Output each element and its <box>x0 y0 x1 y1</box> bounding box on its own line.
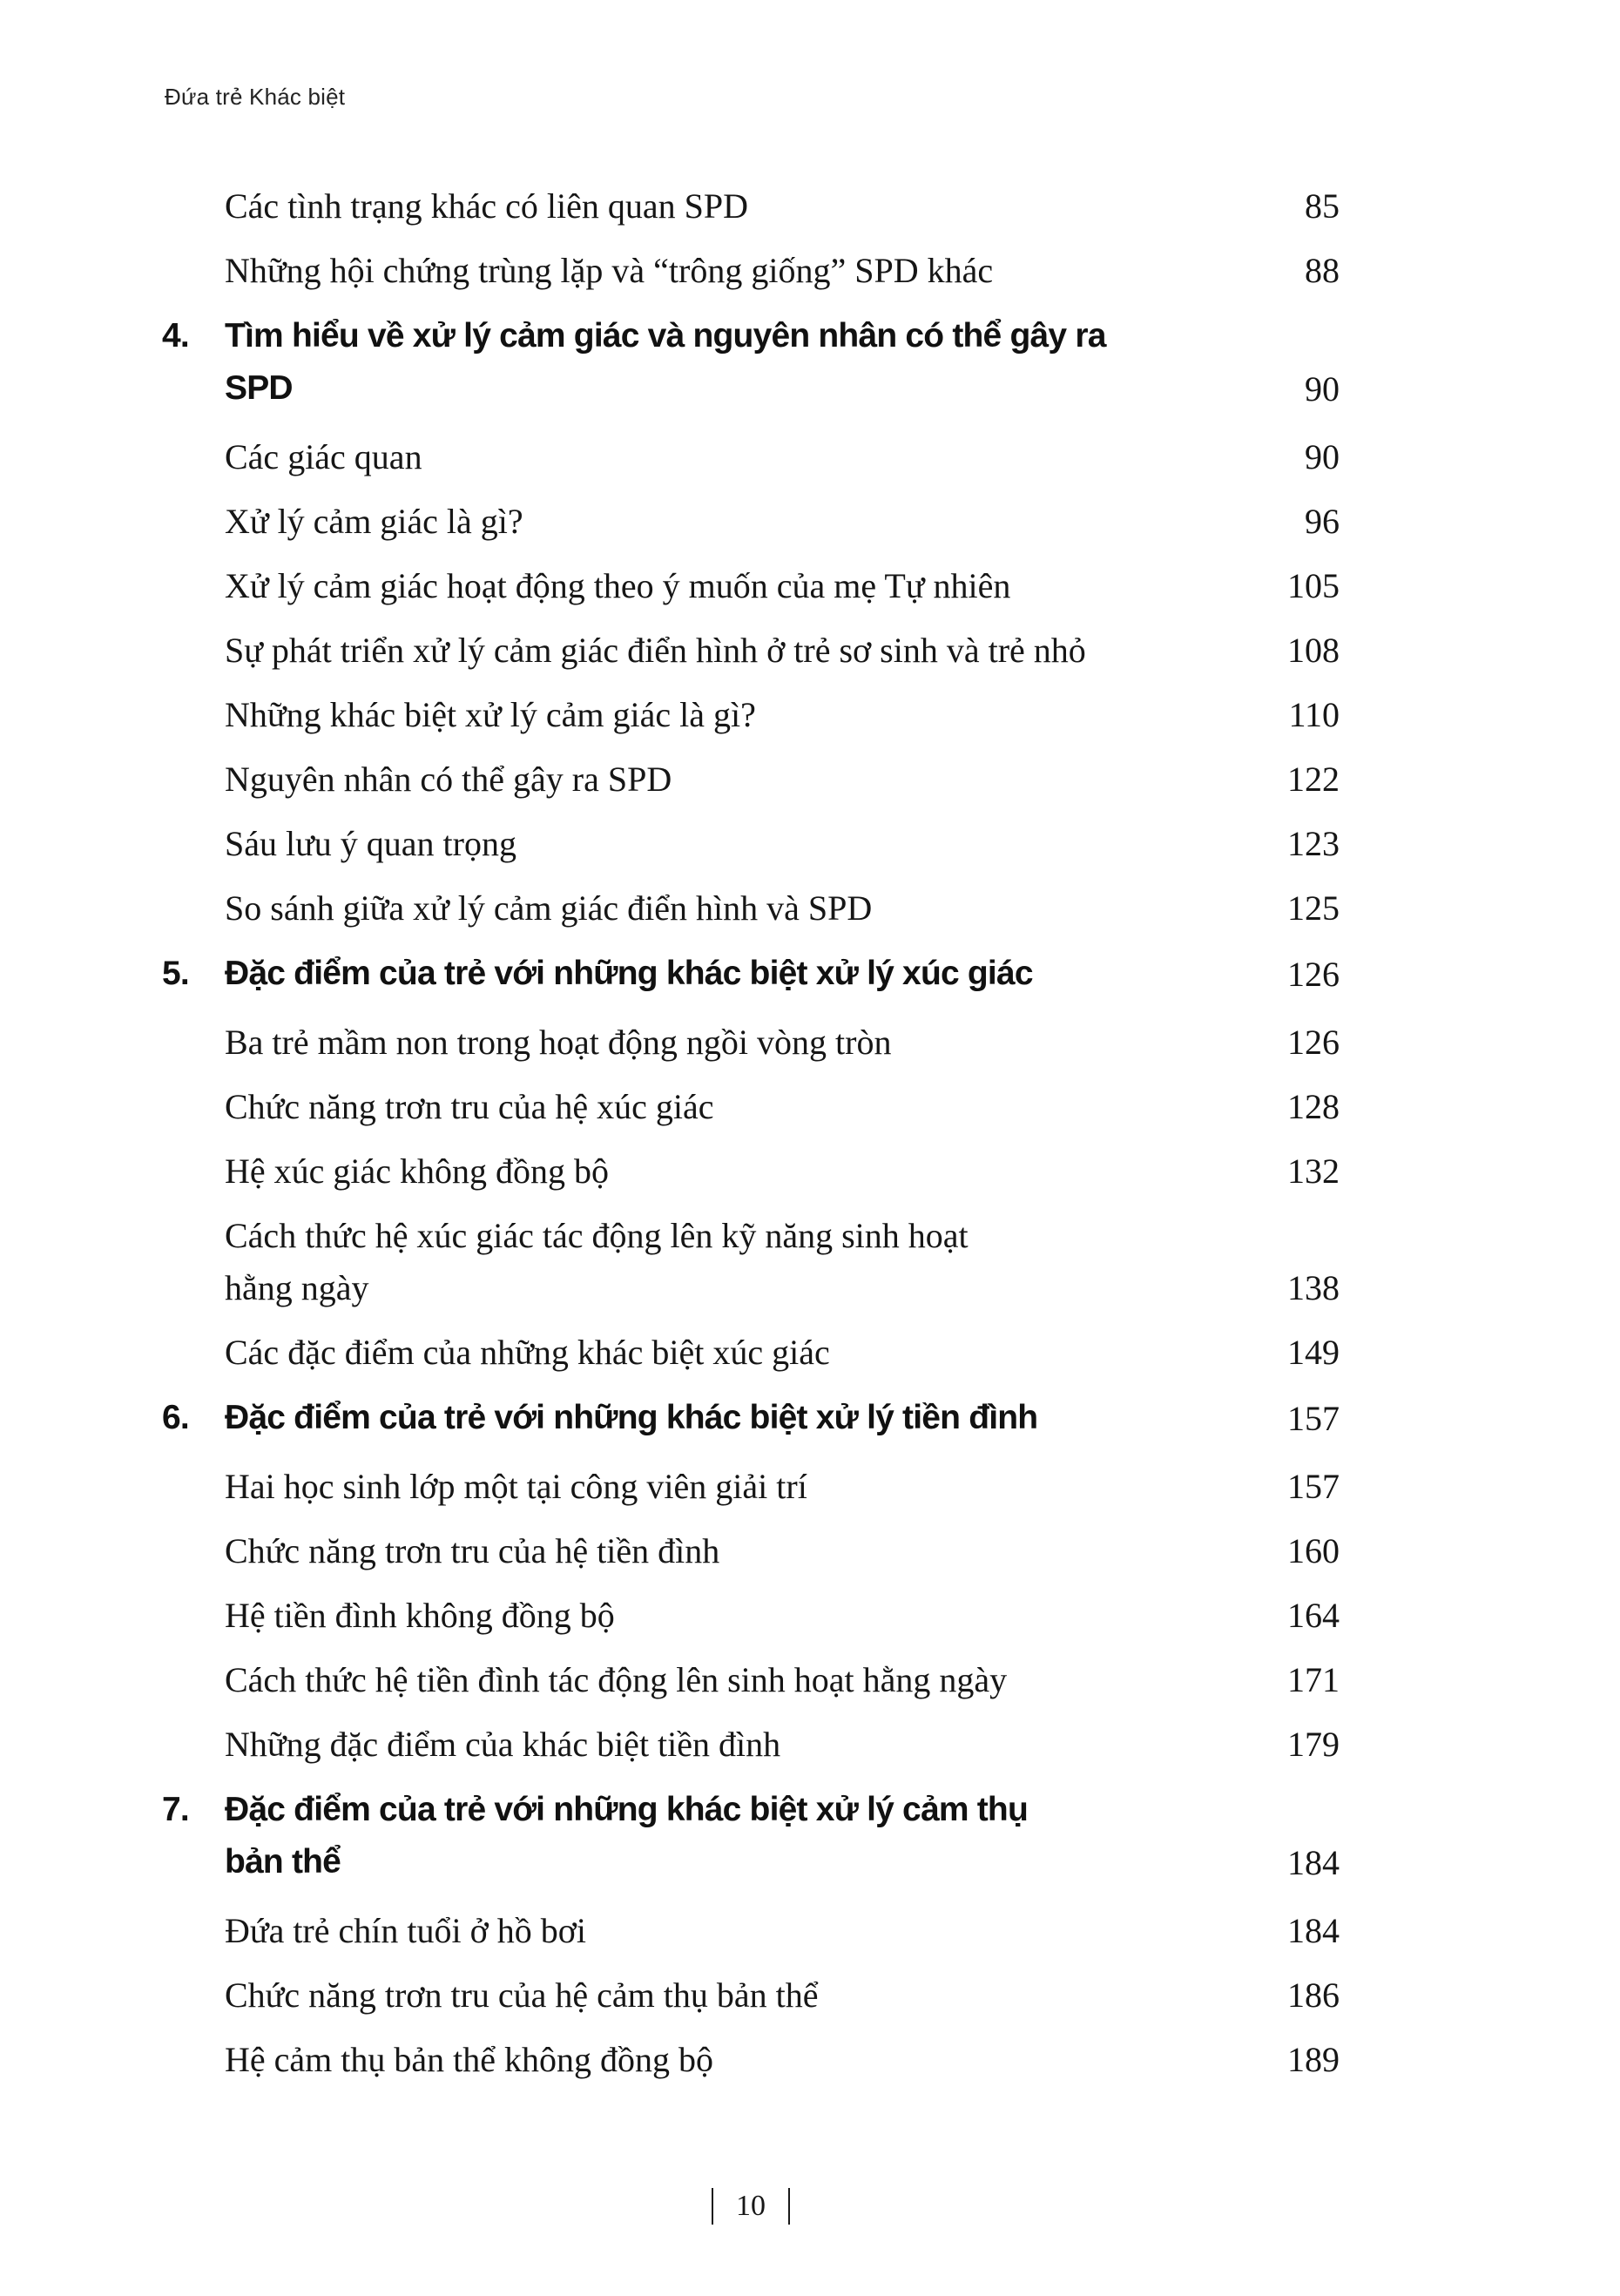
toc-entry-page: 171 <box>1287 1659 1340 1699</box>
toc-entry-title: So sánh giữa xử lý cảm giác điển hình và SPD <box>225 888 873 928</box>
toc-line <box>225 1209 1340 1261</box>
toc-entry <box>162 310 1340 415</box>
toc-entry-title: Tìm hiểu về xử lý cảm giác và nguyên nhân có thể gây ra <box>225 317 1106 355</box>
toc-entry <box>162 1016 1340 1068</box>
toc-entry-page: 123 <box>1287 823 1340 863</box>
toc-chapter-number: 6. <box>162 1399 189 1436</box>
toc-entry <box>162 881 1340 934</box>
toc-line <box>225 1836 1340 1888</box>
toc-entry-title: Chức năng trơn tru của hệ cảm thụ bản thể <box>225 1975 819 2015</box>
toc-entry-page: 164 <box>1287 1595 1340 1635</box>
toc-line <box>225 559 1340 611</box>
table-of-contents <box>162 179 1340 2097</box>
footer-bar-right-icon <box>788 2188 790 2225</box>
footer-bar-left-icon <box>712 2188 713 2225</box>
footer-page-number: 10 <box>736 2190 766 2222</box>
toc-entry <box>162 1653 1340 1705</box>
toc-entry-page: 85 <box>1305 186 1340 226</box>
page-footer <box>162 2188 1340 2225</box>
toc-entry-page: 122 <box>1287 759 1340 799</box>
toc-line <box>225 362 1340 415</box>
toc-line <box>225 1145 1340 1197</box>
toc-entry-title: SPD <box>225 369 293 407</box>
toc-entry-title: bản thể <box>225 1843 341 1881</box>
toc-entry-title: Các giác quan <box>225 436 422 476</box>
toc-entry-page: 132 <box>1287 1151 1340 1191</box>
toc-entry-page: 125 <box>1287 888 1340 928</box>
toc-entry-page: 90 <box>1305 436 1340 476</box>
toc-line <box>225 1904 1340 1956</box>
toc-entry-title: Hệ cảm thụ bản thể không đồng bộ <box>225 2039 713 2079</box>
toc-entry-title: Những hội chứng trùng lặp và “trông giống” SPD khác <box>225 250 994 290</box>
toc-entry <box>162 1968 1340 2021</box>
toc-entry-title: Đặc điểm của trẻ với những khác biệt xử lý cảm thụ <box>225 1791 1028 1828</box>
toc-line <box>225 753 1340 805</box>
toc-entry-page: 126 <box>1287 1022 1340 1062</box>
toc-entry <box>162 753 1340 805</box>
toc-entry-title: Chức năng trơn tru của hệ xúc giác <box>225 1086 714 1126</box>
toc-entry <box>162 1904 1340 1956</box>
toc-entry <box>162 1209 1340 1313</box>
toc-chapter-number: 7. <box>162 1791 189 1828</box>
toc-entry-title: Hệ tiền đình không đồng bộ <box>225 1595 615 1635</box>
toc-entry-page: 157 <box>1287 1398 1340 1438</box>
toc-line <box>225 1653 1340 1705</box>
toc-entry-title: Những khác biệt xử lý cảm giác là gì? <box>225 694 756 734</box>
toc-entry-title: Chức năng trơn tru của hệ tiền đình <box>225 1530 720 1570</box>
toc-line <box>225 244 1340 296</box>
toc-line <box>225 688 1340 740</box>
toc-line <box>225 179 1340 232</box>
toc-entry <box>162 1524 1340 1577</box>
toc-entry-title: Cách thức hệ tiền đình tác động lên sinh hoạt hằng ngày <box>225 1659 1008 1699</box>
toc-entry <box>162 1080 1340 1132</box>
toc-entry-title: Hệ xúc giác không đồng bộ <box>225 1151 610 1191</box>
toc-line <box>225 1261 1340 1313</box>
toc-entry-page: 157 <box>1287 1466 1340 1506</box>
toc-entry <box>162 948 1340 1000</box>
toc-line <box>225 310 1340 362</box>
toc-chapter-number: 4. <box>162 317 189 355</box>
toc-entry-page: 186 <box>1287 1975 1340 2015</box>
toc-entry-title: Nguyên nhân có thể gây ra SPD <box>225 759 672 799</box>
toc-line <box>225 817 1340 869</box>
toc-line <box>225 1460 1340 1512</box>
toc-entry-title: Hai học sinh lớp một tại công viên giải trí <box>225 1466 807 1506</box>
toc-entry-page: 105 <box>1287 565 1340 605</box>
toc-line <box>225 1080 1340 1132</box>
toc-line <box>225 1968 1340 2021</box>
toc-line <box>225 1392 1340 1444</box>
toc-entry-page: 149 <box>1287 1332 1340 1372</box>
toc-entry-page: 184 <box>1287 1910 1340 1950</box>
toc-line <box>225 430 1340 483</box>
toc-line <box>225 1326 1340 1378</box>
toc-line <box>225 495 1340 547</box>
toc-entry-title: Những đặc điểm của khác biệt tiền đình <box>225 1724 781 1764</box>
toc-entry <box>162 495 1340 547</box>
toc-entry-page: 110 <box>1288 694 1340 734</box>
toc-entry-title: Các đặc điểm của những khác biệt xúc giác <box>225 1332 830 1372</box>
toc-entry <box>162 1326 1340 1378</box>
toc-line <box>225 1524 1340 1577</box>
toc-entry <box>162 1145 1340 1197</box>
toc-line <box>225 1718 1340 1770</box>
toc-line <box>225 948 1340 1000</box>
toc-entry-page: 184 <box>1287 1842 1340 1882</box>
toc-entry-title: Sáu lưu ý quan trọng <box>225 823 516 863</box>
toc-entry <box>162 688 1340 740</box>
toc-entry-page: 96 <box>1305 501 1340 541</box>
toc-entry-title: Đặc điểm của trẻ với những khác biệt xử lý tiền đình <box>225 1399 1038 1436</box>
toc-entry <box>162 1460 1340 1512</box>
toc-entry <box>162 1589 1340 1641</box>
toc-entry <box>162 1392 1340 1444</box>
toc-entry <box>162 244 1340 296</box>
toc-entry-title: Các tình trạng khác có liên quan SPD <box>225 186 748 226</box>
toc-entry <box>162 559 1340 611</box>
toc-entry-title: Ba trẻ mầm non trong hoạt động ngồi vòng tròn <box>225 1022 892 1062</box>
toc-chapter-number: 5. <box>162 955 189 992</box>
toc-entry <box>162 1718 1340 1770</box>
toc-entry-page: 179 <box>1287 1724 1340 1764</box>
toc-entry-title: Xử lý cảm giác là gì? <box>225 501 523 541</box>
toc-entry-page: 138 <box>1287 1267 1340 1307</box>
toc-line <box>225 2033 1340 2085</box>
toc-line <box>225 624 1340 676</box>
toc-line <box>225 1016 1340 1068</box>
toc-entry-title: hằng ngày <box>225 1267 369 1307</box>
toc-entry-page: 90 <box>1305 368 1340 409</box>
toc-entry <box>162 179 1340 232</box>
toc-entry <box>162 624 1340 676</box>
toc-entry-title: Xử lý cảm giác hoạt động theo ý muốn của mẹ Tự nhiên <box>225 565 1011 605</box>
toc-entry <box>162 1784 1340 1888</box>
toc-entry <box>162 430 1340 483</box>
toc-line <box>225 881 1340 934</box>
toc-entry-title: Sự phát triển xử lý cảm giác điển hình ở trẻ sơ sinh và trẻ nhỏ <box>225 630 1086 670</box>
toc-entry-page: 160 <box>1287 1530 1340 1570</box>
toc-entry <box>162 2033 1340 2085</box>
toc-line <box>225 1784 1340 1836</box>
toc-entry <box>162 817 1340 869</box>
running-header: Đứa trẻ Khác biệt <box>165 84 346 110</box>
toc-entry-page: 88 <box>1305 250 1340 290</box>
toc-entry-title: Cách thức hệ xúc giác tác động lên kỹ năng sinh hoạt <box>225 1215 969 1255</box>
toc-entry-page: 108 <box>1287 630 1340 670</box>
toc-entry-page: 189 <box>1287 2039 1340 2079</box>
toc-line <box>225 1589 1340 1641</box>
toc-entry-title: Đặc điểm của trẻ với những khác biệt xử lý xúc giác <box>225 955 1033 992</box>
toc-entry-title: Đứa trẻ chín tuổi ở hồ bơi <box>225 1910 587 1950</box>
toc-entry-page: 126 <box>1287 954 1340 994</box>
toc-entry-page: 128 <box>1287 1086 1340 1126</box>
